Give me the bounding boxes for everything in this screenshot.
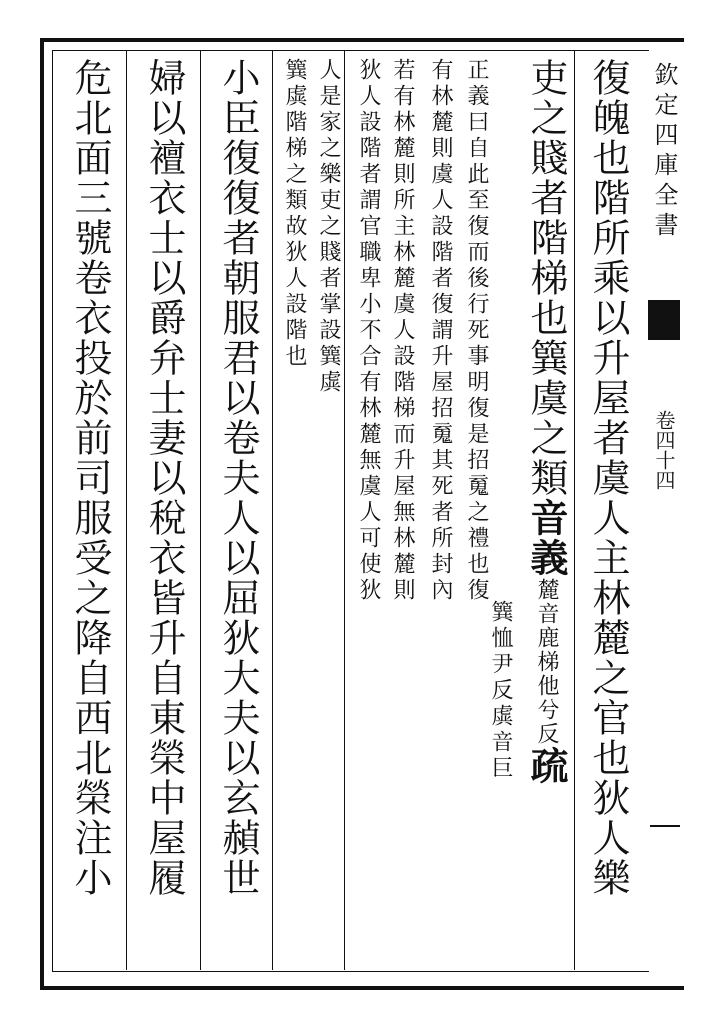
text-column-8: 簨虡階梯之類故狄人設階也 <box>282 58 307 370</box>
text-column-2 <box>508 58 570 962</box>
volume-label: 卷四十四 <box>652 410 676 490</box>
margin-rule <box>650 825 680 827</box>
text-column-9: 小臣復復者朝服君以卷夫人以屈狄大夫以玄赬世 <box>216 58 260 898</box>
column-rule <box>272 50 273 970</box>
fish-tail-mark <box>648 300 680 340</box>
text-column-10: 婦以襢衣士以爵弁士妻以稅衣皆升自東榮中屋履 <box>142 58 186 898</box>
text-column-11: 危北面三號卷衣投於前司服受之降自西北榮注小 <box>68 58 112 898</box>
column-rule <box>574 50 575 970</box>
text-column-4: 有林麓則虞人設階者復謂升屋招䰟其死者所封內 <box>428 58 453 604</box>
book-title: 欽定四庫全書 <box>650 62 678 242</box>
text-column-1: 復魄也階所乘以升屋者虞人主林麓之官也狄人樂 <box>586 58 630 898</box>
text-column-3: 正義曰自此至復而後行死事明復是招䰟之禮也復 <box>464 58 489 604</box>
annotation-column: 簨恤尹反虡音巨 <box>488 600 513 782</box>
annotation-line-a: 麓音鹿梯他兮反 <box>534 578 559 746</box>
shu-marker: 疏 <box>524 746 569 786</box>
text-column-6: 狄人設階者謂官職卑小不合有林麓無虞人可使狄 <box>356 58 381 604</box>
text-column-7: 人是家之樂吏之賤者掌設簨虡 <box>316 58 341 396</box>
main-text: 吏之賤者階梯也簨虞之類 <box>524 58 568 498</box>
column-rule <box>200 50 201 970</box>
yinyi-marker: 音義 <box>524 498 569 578</box>
text-column-5: 若有林麓則所主林麓虞人設階梯而升屋無林麓則 <box>390 58 415 604</box>
column-rule <box>126 50 127 970</box>
column-rule <box>344 50 345 970</box>
